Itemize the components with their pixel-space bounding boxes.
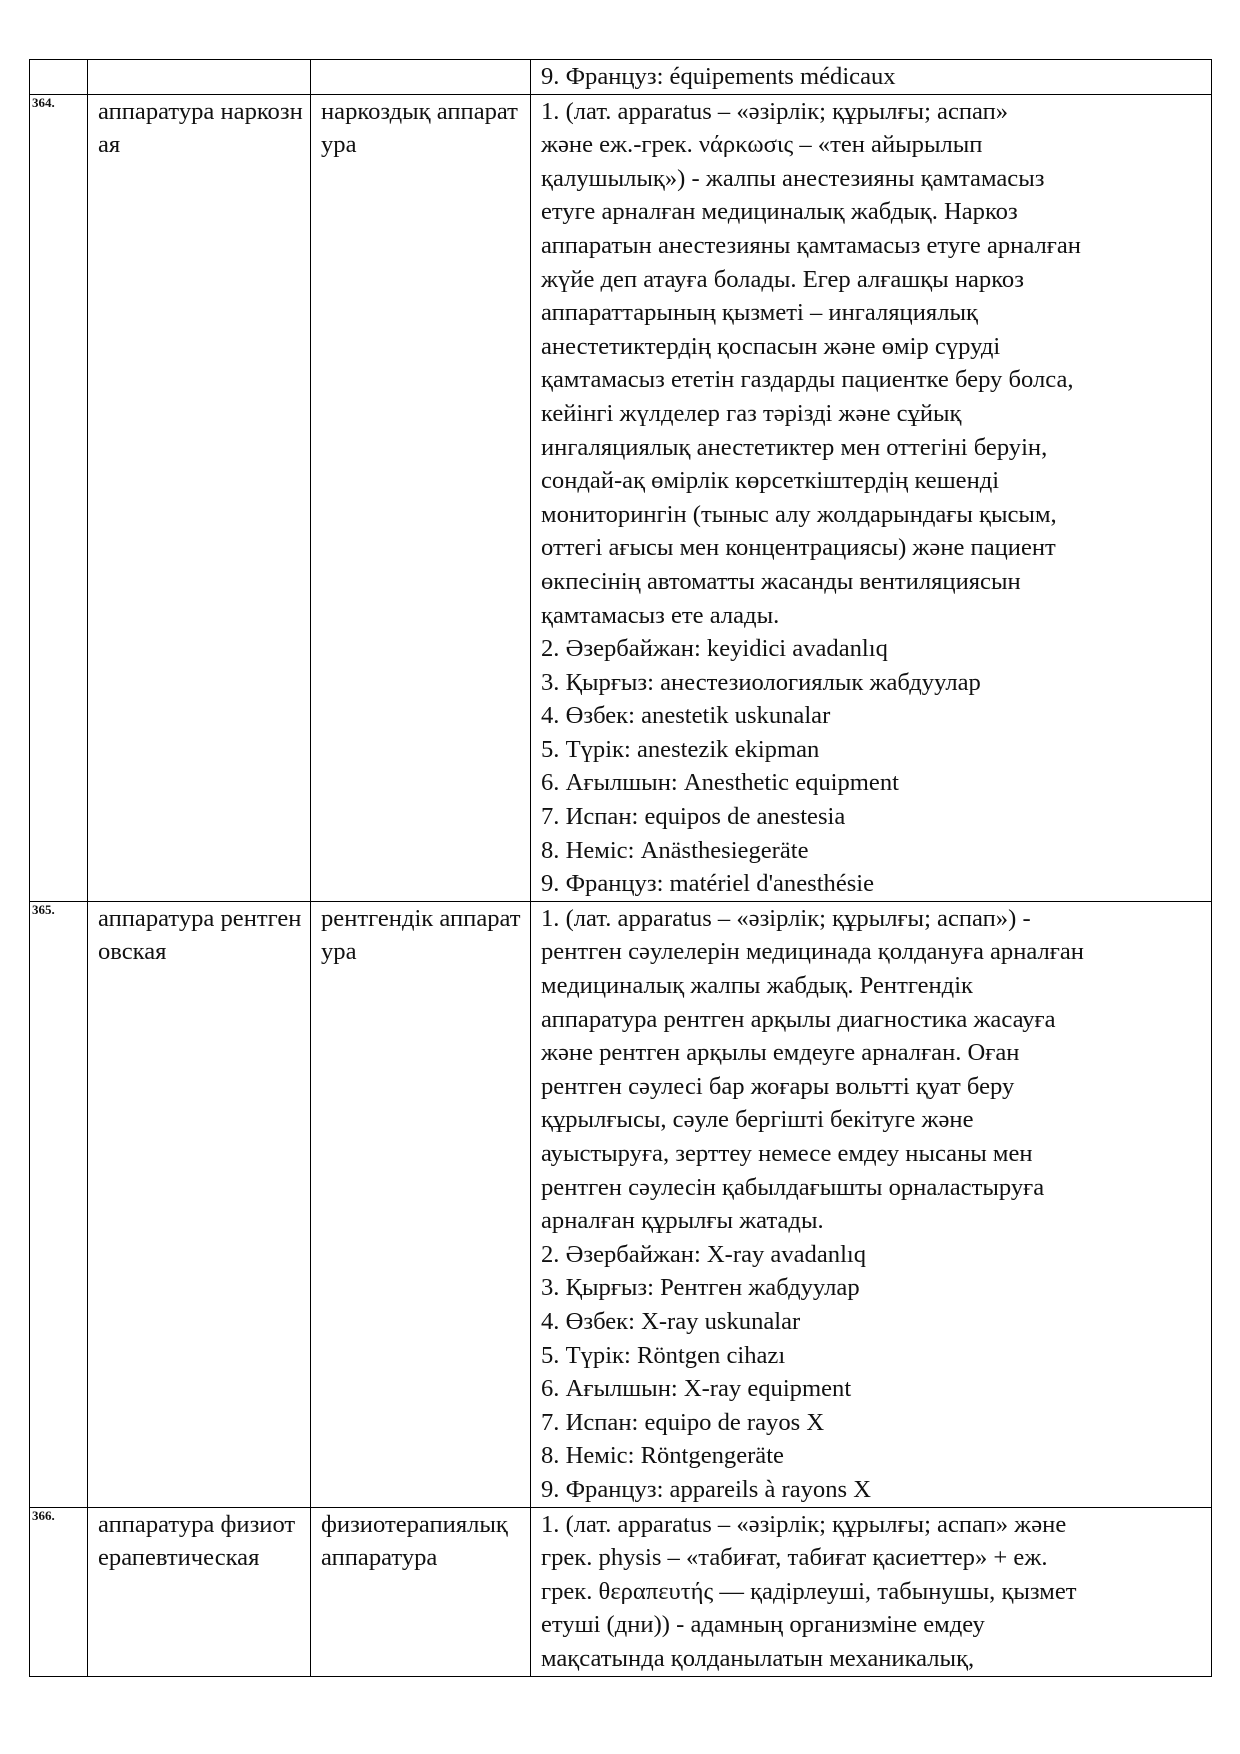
definition-line: аппараттарының қызметі – ингаляциялық xyxy=(541,299,978,327)
definition-line: жүйе деп атауға болады. Егер алғашқы наркоз xyxy=(541,265,1024,293)
definition-line: құрылғысы, сәуле бергішті бекітуге және xyxy=(541,1106,974,1134)
definition-line: қамтамасыз ете алады. xyxy=(541,601,780,629)
entry-row xyxy=(30,60,1212,95)
russian-term xyxy=(88,60,311,95)
definition-line: қалушылық») - жалпы анестезияны қамтамасыз xyxy=(541,164,1045,192)
kazakh-term: рентгендік аппаратура xyxy=(311,901,531,1507)
definition-line: 9. Француз: appareils à rayons X xyxy=(541,1475,872,1503)
entry-row xyxy=(30,901,1212,1507)
russian-term: аппаратура физиотерапевтическая xyxy=(88,1507,311,1676)
definition-line: мониторингін (тыныс алу жолдарындағы қысым, xyxy=(541,500,1057,528)
definition-line: 8. Неміс: Röntgengeräte xyxy=(541,1442,784,1470)
entry-number: 364. xyxy=(30,94,88,901)
entry-number: 366. xyxy=(30,1507,88,1676)
russian-term: аппаратура рентгеновская xyxy=(88,901,311,1507)
definition-line: кейінгі жүлделер газ тәрізді және сұйық xyxy=(541,399,962,427)
kazakh-term xyxy=(311,60,531,95)
russian-term: аппаратура наркозная xyxy=(88,94,311,901)
definition-line: 5. Түрік: anestezik ekipman xyxy=(541,735,820,763)
definition-cell xyxy=(531,1507,1212,1676)
definition-line: 7. Испан: equipos de anestesia xyxy=(541,803,846,831)
definition-line: 6. Ағылшын: X-ray equipment xyxy=(541,1375,852,1403)
definition-line: оттегі ағысы мен концентрациясы) және пациент xyxy=(541,534,1056,562)
definition-line: 8. Неміс: Anästhesiegeräte xyxy=(541,836,809,864)
kazakh-term: физиотерапиялық аппаратура xyxy=(311,1507,531,1676)
definition-line: аппаратура рентген арқылы диагностика жасауға xyxy=(541,1005,1056,1033)
definition-line: 5. Түрік: Röntgen cihazı xyxy=(541,1341,786,1369)
definition-line: 1. (лат. apparatus – «әзірлік; құрылғы; аспап» xyxy=(541,97,1009,125)
definition-line: 9. Француз: matériel d'anesthésie xyxy=(541,870,875,898)
definition-line: 3. Қырғыз: анестезиологиялык жабдуулар xyxy=(541,668,981,696)
definition-line: ингаляциялық анестетиктер мен оттегіні беруін, xyxy=(541,433,1048,461)
entry-row xyxy=(30,1507,1212,1676)
definition-line: қамтамасыз ететін газдарды пациентке беру болса, xyxy=(541,366,1074,394)
definition-line: және рентген арқылы емдеуге арналған. Оған xyxy=(541,1039,1020,1067)
definition-line: 9. Француз: équipements médicaux xyxy=(541,63,896,90)
entry-number xyxy=(30,60,88,95)
definition-line: 4. Өзбек: X-ray uskunalar xyxy=(541,1307,801,1335)
definition-line: 7. Испан: equipo de rayos X xyxy=(541,1408,825,1436)
definition-line: анестетиктердің қоспасын және өмір сүруді xyxy=(541,332,1001,360)
definition-line: сондай-ақ өмірлік көрсеткіштердің кешенді xyxy=(541,467,1000,495)
definition-line: етуші (дни)) - адамның организміне емдеу xyxy=(541,1611,985,1639)
dictionary-table xyxy=(29,59,1212,1677)
definition-cell xyxy=(531,901,1212,1507)
definition-line: мақсатында қолданылатын механикалық, xyxy=(541,1644,975,1672)
definition-line: 3. Қырғыз: Рентген жабдуулар xyxy=(541,1274,860,1302)
definition-line: 2. Әзербайжан: X-ray avadanlıq xyxy=(541,1240,867,1268)
definition-line: 1. (лат. apparatus – «әзірлік; құрылғы; аспап») - xyxy=(541,904,1031,932)
kazakh-term: наркоздық аппаратура xyxy=(311,94,531,901)
definition-line: ауыстыруға, зерттеу немесе емдеу нысаны мен xyxy=(541,1140,1033,1167)
definition-line: 1. (лат. apparatus – «әзірлік; құрылғы; аспап» және xyxy=(541,1510,1067,1538)
definition-line: 2. Әзербайжан: keyidici avadanlıq xyxy=(541,635,888,663)
definition-line: рентген сәулесін қабылдағышты орналастыруға xyxy=(541,1173,1045,1201)
definition-line: грек. θεραπευτής — қадірлеуші, табынушы, қызмет xyxy=(541,1577,1077,1605)
definition-line: етуге арналған медициналық жабдық. Наркоз xyxy=(541,198,1018,226)
entry-number: 365. xyxy=(30,901,88,1507)
definition-line: 6. Ағылшын: Anesthetic equipment xyxy=(541,769,899,797)
definition-line: арналған құрылғы жатады. xyxy=(541,1207,824,1235)
definition-line: өкпесінің автоматты жасанды вентиляциясын xyxy=(541,567,1021,595)
definition-line: грек. physis – «табиғат, табиғат қасиеттер» + еж. xyxy=(541,1544,1048,1572)
dictionary-table-body xyxy=(30,60,1212,1677)
definition-line: рентген сәулесі бар жоғары вольтті қуат беру xyxy=(541,1072,1015,1100)
definition-line: 4. Өзбек: anestetik uskunalar xyxy=(541,702,831,730)
definition-line: және еж.-грек. νάρκωσις – «тен айырылып xyxy=(541,131,983,159)
definition-cell xyxy=(531,60,1212,95)
entry-row xyxy=(30,94,1212,901)
definition-line: медициналық жалпы жабдық. Рентгендік xyxy=(541,972,973,1000)
definition-cell xyxy=(531,94,1212,901)
definition-line: рентген сәулелерін медицинада қолдануға арналған xyxy=(541,938,1084,966)
definition-line: аппаратын анестезияны қамтамасыз етуге арналған xyxy=(541,231,1081,259)
